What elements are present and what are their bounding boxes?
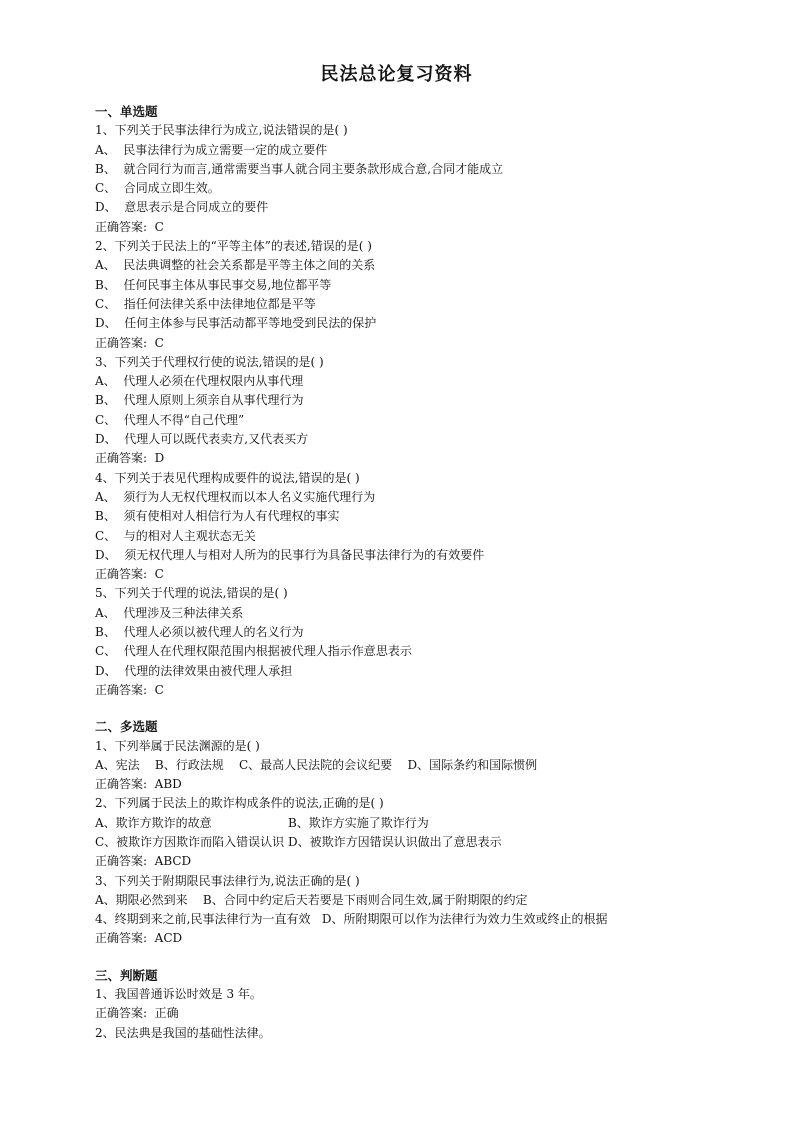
question-line: 1、下列举属于民法渊源的是( ) [95, 738, 260, 753]
option-line: B、 任何民事主体从事民事交易,地位都平等 [95, 277, 332, 292]
option-line: C、 合同成立即生效。 [95, 181, 220, 196]
option-line: C、 代理人不得“自己代理” [95, 412, 245, 427]
question-line: 2、下列属于民法上的欺诈构成条件的说法,正确的是( ) [95, 796, 384, 811]
option-line: D、 须无权代理人与相对人所为的民事行为具备民事法律行为的有效要件 [95, 547, 485, 562]
question-line: 1、我国普通诉讼时效是 3 年。 [95, 987, 262, 1002]
answer-line: 正确答案: C [95, 335, 164, 350]
answer-line: 正确答案: C [95, 567, 164, 582]
option-line: C、被欺诈方因欺诈而陷入错误认识 D、被欺诈方因错误认识做出了意思表示 [95, 834, 502, 849]
option-line: B、 就合同行为而言,通常需要当事人就合同主要条款形成合意,合同才能成立 [95, 161, 504, 176]
option-line: D、 代理人可以既代表卖方,又代表买方 [95, 432, 309, 447]
option-line: D、 意思表示是合同成立的要件 [95, 200, 269, 215]
option-line: D、 任何主体参与民事活动都平等地受到民法的保护 [95, 316, 377, 331]
section-heading: 一、单选题 [95, 104, 158, 119]
question-line: 2、下列关于民法上的“平等主体”的表述,错误的是( ) [95, 239, 372, 254]
option-line: C、 与的相对人主观状态无关 [95, 528, 256, 543]
option-line: A、 代理人必须在代理权限内从事代理 [95, 374, 304, 389]
option-line: C、 指任何法律关系中法律地位都是平等 [95, 296, 316, 311]
answer-line: 正确答案: C [95, 682, 164, 697]
option-line: A、欺诈方欺诈的故意 B、欺诈方实施了欺诈行为 [95, 815, 429, 830]
document-body [95, 102, 755, 1043]
section-heading: 二、多选题 [95, 719, 158, 735]
section-spacer [95, 949, 755, 966]
option-line: B、 代理人原则上须亲自从事代理行为 [95, 393, 304, 408]
question-line: 2、民法典是我国的基础性法律。 [95, 1025, 271, 1040]
answer-line: 正确答案: ACD [95, 931, 183, 946]
option-line: A、 民法典调整的社会关系都是平等主体之间的关系 [95, 258, 376, 273]
question-line: 1、下列关于民事法律行为成立,说法错误的是( ) [95, 123, 348, 138]
question-line: 3、下列关于代理权行使的说法,错误的是( ) [95, 354, 324, 369]
section-heading: 三、判断题 [95, 967, 158, 983]
answer-line: 正确答案: ABCD [95, 854, 192, 869]
question-line: 5、下列关于代理的说法,错误的是( ) [95, 586, 288, 601]
option-line: A、 代理涉及三种法律关系 [95, 605, 244, 620]
answer-line: 正确答案: 正确 [95, 1006, 179, 1021]
question-line: 3、下列关于附期限民事法律行为,说法正确的是( ) [95, 873, 360, 888]
option-line: C、 代理人在代理权限范围内根据被代理人指示作意思表示 [95, 644, 412, 659]
question-line: 4、下列关于表见代理构成要件的说法,错误的是( ) [95, 470, 360, 485]
answer-line: 正确答案: D [95, 451, 165, 466]
option-line: B、 代理人必须以被代理人的名义行为 [95, 625, 304, 640]
question-line: 4、终期到来之前,民事法律行为一直有效 D、所附期限可以作为法律行为效力生效或终止的根据 [95, 912, 608, 927]
option-line: B、 须有使相对人相信行为人有代理权的事实 [95, 509, 340, 524]
answer-line: 正确答案: C [95, 219, 164, 234]
answer-line: 正确答案: ABD [95, 777, 182, 792]
option-line: A、 民事法律行为成立需要一定的成立要件 [95, 142, 328, 157]
option-line: A、期限必然到来 B、合同中约定后天若要是下雨则合同生效,属于附期限的约定 [95, 892, 528, 907]
option-line: A、 须行为人无权代理权而以本人名义实施代理行为 [95, 489, 376, 504]
option-line: A、宪法 B、行政法规 C、最高人民法院的会议纪要 D、国际条约和国际惯例 [95, 757, 538, 772]
option-line: D、 代理的法律效果由被代理人承担 [95, 663, 293, 678]
section-spacer [95, 700, 755, 717]
page-title: 民法总论复习资料 [320, 64, 473, 85]
